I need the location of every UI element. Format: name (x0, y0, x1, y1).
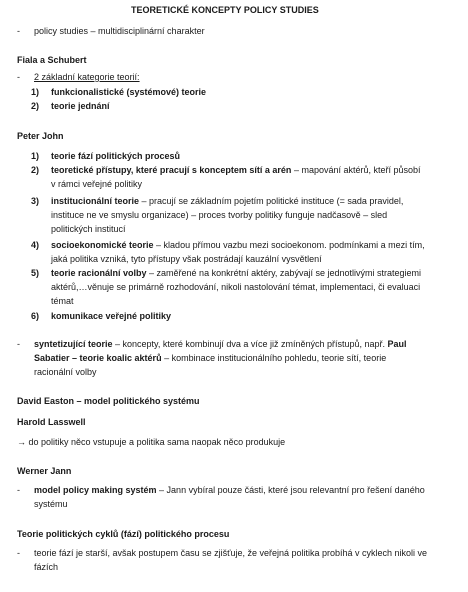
item-bold: institucionální teorie (51, 196, 140, 206)
list-item (51, 151, 180, 162)
list-number: 2) (31, 165, 40, 175)
item-bold: teorie racionální volby (51, 268, 147, 278)
bullet-dash: - (17, 485, 20, 495)
jann-line-2: systému (34, 499, 68, 509)
item-continuation: témat (51, 296, 74, 306)
document-title: TEORETICKÉ KONCEPTY POLICY STUDIES (131, 5, 319, 15)
synth-text: – koncepty, které kombinují dva a více již zmíněných přístupů, např. (112, 339, 388, 349)
item-text: – mapování aktérů, kteří působí (291, 165, 421, 175)
arrow-line (17, 437, 285, 448)
section-heading-fiala-schubert: Fiala a Schubert (17, 55, 87, 65)
synth-name: Paul (387, 339, 407, 349)
bullet-dash: - (17, 548, 20, 558)
synth-line-2 (34, 353, 386, 364)
section-heading-peter-john: Peter John (17, 131, 64, 141)
item-continuation: instituce ne ve smyslu organizace) – proces tvorby politiky funguje nadčasově – sled (51, 210, 388, 220)
jann-text: – Jann vybíral pouze části, které jsou relevantní pro řešení daného (156, 485, 425, 495)
list-number: 5) (31, 268, 40, 278)
item-continuation: v rámci veřejné politiky (51, 179, 143, 189)
bullet-dash: - (17, 72, 20, 82)
list-item (51, 268, 421, 279)
item-bold: komunikace veřejné politiky (51, 311, 172, 321)
subheading-categories: 2 základní kategorie teorií: (34, 72, 140, 82)
list-number: 1) (31, 151, 40, 161)
jann-line-1 (34, 485, 425, 496)
jann-term: model policy making systém (34, 485, 157, 495)
bullet-dash: - (17, 339, 20, 349)
cycles-line-2: fázích (34, 562, 59, 572)
arrow-icon: → (17, 437, 26, 447)
list-item: funkcionalistické (systémové) teorie (51, 87, 207, 97)
bullet-dash: - (17, 26, 20, 36)
section-heading-easton: David Easton – model politického systému (17, 396, 200, 406)
synth-term: Sabatier – teorie koalic aktérů (34, 353, 162, 363)
list-item (51, 196, 403, 207)
list-item (51, 311, 171, 322)
section-heading-jann: Werner Jann (17, 466, 72, 476)
section-heading-cycles: Teorie politických cyklů (fází) politického procesu (17, 529, 230, 539)
item-text: – zaměřené na konkrétní aktéry, zabývají se jednotlivými strategiemi (146, 268, 421, 278)
item-continuation: politických institucí (51, 224, 126, 234)
cycles-line-1: teorie fází je starší, avšak postupem času se zjišťuje, že veřejná politika probíhá v cyklech nikoli ve (34, 548, 428, 558)
subheading-lasswell: Harold Lasswell (17, 417, 86, 427)
list-item (51, 165, 421, 176)
list-number: 6) (31, 311, 40, 321)
synth-line-3: racionální volby (34, 367, 97, 377)
synth-line-1 (34, 339, 407, 350)
list-item (51, 240, 425, 251)
item-text: – kladou přímou vazbu mezi socioekonom. podmínkami a mezi tím, (153, 240, 425, 250)
list-item: teorie jednání (51, 101, 110, 111)
list-number: 3) (31, 196, 40, 206)
item-bold: socioekonomické teorie (51, 240, 154, 250)
intro-text: policy studies – multidisciplinární charakter (34, 26, 205, 36)
item-continuation: aktérů,…věnuje se primárně rozhodování, nikoli nastolování témat, implementaci, či evaluaci (51, 282, 421, 292)
list-number: 4) (31, 240, 40, 250)
synth-text: – kombinace institucionálního pohledu, teorie sítí, teorie (161, 353, 387, 363)
list-number: 2) (31, 101, 40, 111)
arrow-text: do politiky něco vstupuje a politika sama naopak něco produkuje (26, 437, 286, 447)
list-number: 1) (31, 87, 40, 97)
item-continuation: jaká politika vzniká, tyto přístupy však postrádají kauzální vysvětlení (51, 254, 322, 264)
item-bold: teoretické přístupy, které pracují s konceptem sítí a arén (51, 165, 292, 175)
item-text: – pracují se základním pojetím politické instituce (= sada pravidel, (139, 196, 404, 206)
synth-term: syntetizující teorie (34, 339, 113, 349)
item-bold: teorie fází politických procesů (51, 151, 181, 161)
